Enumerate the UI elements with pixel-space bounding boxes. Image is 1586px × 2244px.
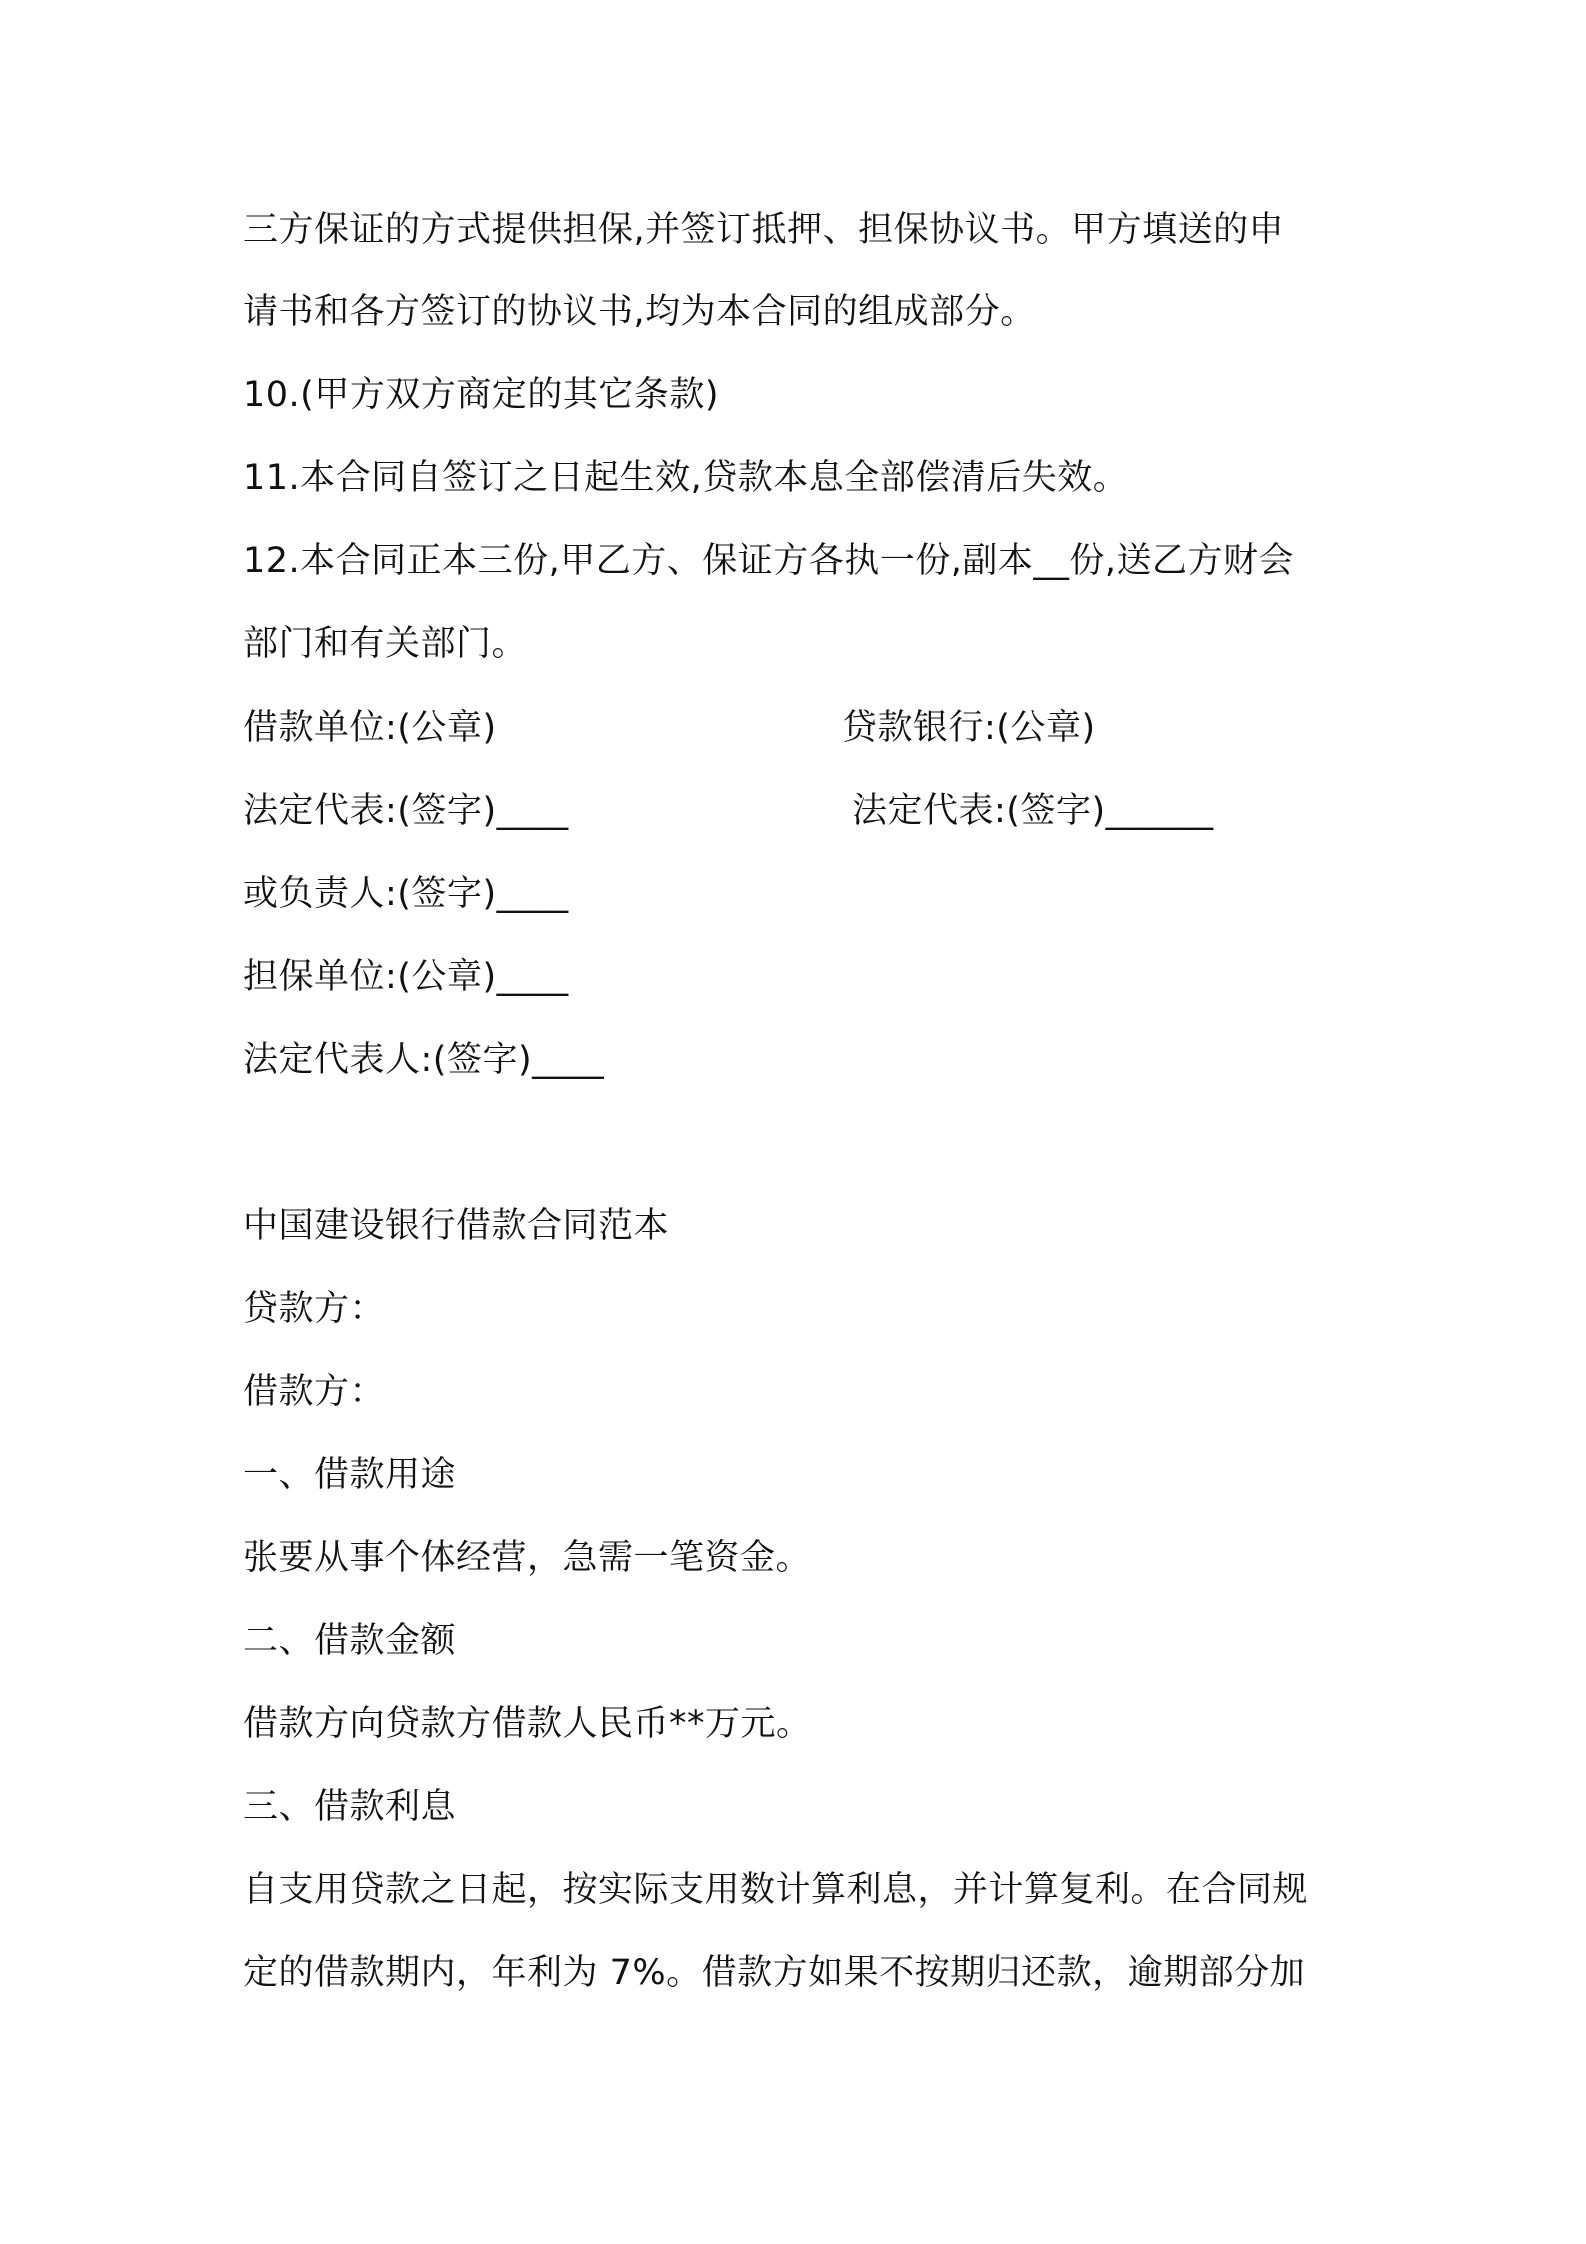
document-title: 中国建设银行借款合同范本 <box>243 1206 670 1246</box>
bank-seal-label: 贷款银行:(公章) <box>842 708 1096 748</box>
guarantor-seal: 担保单位:(公章)____ <box>243 957 569 997</box>
section-heading: 二、借款金额 <box>243 1621 457 1661</box>
clause-11: 11.本合同自签订之日起生效,贷款本息全部偿清后失效。 <box>243 458 1129 498</box>
section-text: 定的借款期内，年利为 7%。借款方如果不按期归还款，逾期部分加 <box>243 1953 1306 1993</box>
lender-label: 贷款方： <box>243 1289 386 1329</box>
legal-rep-left: 法定代表:(签字)____ <box>243 791 569 831</box>
section-heading: 一、借款用途 <box>243 1455 457 1495</box>
paragraph-line: 请书和各方签订的协议书,均为本合同的组成部分。 <box>243 292 1036 332</box>
section-text: 自支用贷款之日起，按实际支用数计算利息，并计算复利。在合同规 <box>243 1870 1309 1910</box>
clause-10: 10.(甲方双方商定的其它条款) <box>243 375 719 415</box>
section-text: 借款方向贷款方借款人民币**万元。 <box>243 1704 812 1744</box>
borrower-label: 借款方： <box>243 1372 386 1412</box>
clause-12-line2: 部门和有关部门。 <box>243 624 528 664</box>
section-heading: 三、借款利息 <box>243 1787 457 1827</box>
clause-12-line1: 12.本合同正本三份,甲乙方、保证方各执一份,副本__份,送乙方财会 <box>243 541 1295 581</box>
paragraph-line: 三方保证的方式提供担保,并签订抵押、担保协议书。甲方填送的申 <box>243 210 1285 250</box>
section-text: 张要从事个体经营，急需一笔资金。 <box>243 1538 812 1578</box>
responsible-person: 或负责人:(签字)____ <box>243 874 569 914</box>
legal-rep-right: 法定代表:(签字)______ <box>852 791 1214 831</box>
borrower-seal-label: 借款单位:(公章) <box>243 708 497 748</box>
guarantor-legal-rep: 法定代表人:(签字)____ <box>243 1040 605 1080</box>
